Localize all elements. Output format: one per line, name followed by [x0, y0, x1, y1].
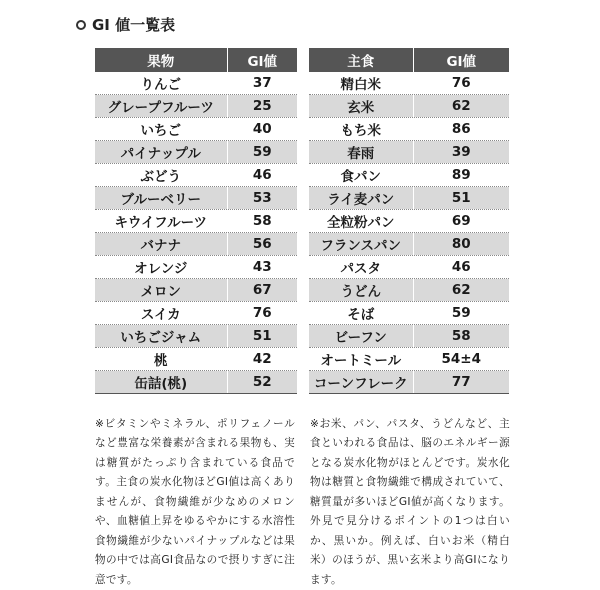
table-row	[95, 72, 297, 95]
table-row	[95, 325, 297, 348]
table-row	[95, 233, 297, 256]
table-row	[95, 256, 297, 279]
column-header: GI値	[413, 48, 509, 72]
table-row	[95, 141, 297, 164]
gi-value-cell: 43	[227, 256, 297, 279]
fruit-gi-table	[95, 48, 297, 394]
gi-value-cell: 80	[413, 233, 509, 256]
gi-value-cell: 89	[413, 164, 509, 187]
food-name-cell: フランスパン	[309, 233, 413, 256]
food-name-cell: 精白米	[309, 72, 413, 95]
table-row	[309, 302, 509, 325]
gi-value-cell: 77	[413, 371, 509, 394]
gi-value-cell: 67	[227, 279, 297, 302]
food-name-cell: ブルーベリー	[95, 187, 227, 210]
gi-value-cell: 86	[413, 118, 509, 141]
food-name-cell: 春雨	[309, 141, 413, 164]
food-name-cell: 缶詰(桃)	[95, 371, 227, 394]
table-header-row	[309, 48, 509, 72]
gi-value-cell: 62	[413, 95, 509, 118]
gi-value-cell: 69	[413, 210, 509, 233]
table-row	[95, 371, 297, 394]
gi-value-cell: 53	[227, 187, 297, 210]
food-name-cell: キウイフルーツ	[95, 210, 227, 233]
table-row	[95, 118, 297, 141]
food-name-cell: ビーフン	[309, 325, 413, 348]
food-name-cell: ぶどう	[95, 164, 227, 187]
table-row	[309, 72, 509, 95]
column-header: GI値	[227, 48, 297, 72]
food-name-cell: 桃	[95, 348, 227, 371]
food-name-cell: メロン	[95, 279, 227, 302]
food-name-cell: りんご	[95, 72, 227, 95]
gi-value-cell: 25	[227, 95, 297, 118]
food-name-cell: そば	[309, 302, 413, 325]
food-name-cell: いちご	[95, 118, 227, 141]
food-name-cell: グレープフルーツ	[95, 95, 227, 118]
gi-value-cell: 51	[413, 187, 509, 210]
table-row	[309, 164, 509, 187]
table-row	[309, 325, 509, 348]
staple-note: ※お米、パン、パスタ、うどんなど、主食といわれる食品は、脳のエネルギー源となる炭水化物がほとんどです。炭水化物は糖質と食物繊維で構成されていて、糖質量が多いほどGI値が高くなります。外見で見分けるポイントの1つは白いか、黒いか。例えば、白いお米（精白米）のほうが、黒い玄米より高GIになります。	[310, 417, 510, 586]
food-name-cell: もち米	[309, 118, 413, 141]
food-name-cell: 全粒粉パン	[309, 210, 413, 233]
table-row	[95, 164, 297, 187]
gi-value-cell: 76	[413, 72, 509, 95]
food-name-cell: 食パン	[309, 164, 413, 187]
table-row	[309, 233, 509, 256]
gi-value-cell: 46	[413, 256, 509, 279]
gi-value-cell: 76	[227, 302, 297, 325]
column-header: 主食	[309, 48, 413, 72]
table-row	[95, 302, 297, 325]
gi-value-cell: 62	[413, 279, 509, 302]
food-name-cell: コーンフレーク	[309, 371, 413, 394]
food-name-cell: うどん	[309, 279, 413, 302]
gi-value-cell: 54±4	[413, 348, 509, 371]
table-row	[309, 371, 509, 394]
fruit-note: ※ビタミンやミネラル、ポリフェノールなど豊富な栄養素が含まれる果物も、実は糖質がたっぷり含まれている食品です。主食の炭水化物ほどGI値は高くありませんが、食物繊維が少なめのメロンや、血糖値上昇をゆるやかにする水溶性食物繊維が少ないパイナップルなどは果物の中では高GI食品なので摂りすぎに注意です。	[95, 417, 295, 586]
gi-value-cell: 52	[227, 371, 297, 394]
gi-value-cell: 46	[227, 164, 297, 187]
staple-gi-table	[309, 48, 509, 394]
table-row	[309, 279, 509, 302]
gi-value-cell: 59	[227, 141, 297, 164]
gi-value-cell: 40	[227, 118, 297, 141]
food-name-cell: 玄米	[309, 95, 413, 118]
food-name-cell: パスタ	[309, 256, 413, 279]
gi-value-cell: 56	[227, 233, 297, 256]
gi-value-cell: 39	[413, 141, 509, 164]
gi-value-cell: 59	[413, 302, 509, 325]
food-name-cell: いちごジャム	[95, 325, 227, 348]
table-row	[309, 141, 509, 164]
table-row	[95, 95, 297, 118]
table-row	[309, 118, 509, 141]
table-row	[309, 95, 509, 118]
food-name-cell: スイカ	[95, 302, 227, 325]
column-header: 果物	[95, 48, 227, 72]
table-row	[309, 348, 509, 371]
food-name-cell: パイナップル	[95, 141, 227, 164]
table-row	[95, 187, 297, 210]
food-name-cell: ライ麦パン	[309, 187, 413, 210]
table-row	[95, 348, 297, 371]
circle-bullet-icon	[76, 20, 86, 30]
table-row	[95, 279, 297, 302]
gi-value-cell: 37	[227, 72, 297, 95]
table-row	[309, 210, 509, 233]
food-name-cell: オレンジ	[95, 256, 227, 279]
gi-value-cell: 58	[413, 325, 509, 348]
gi-value-cell: 51	[227, 325, 297, 348]
section-heading	[76, 14, 175, 35]
table-row	[309, 187, 509, 210]
table-row	[95, 210, 297, 233]
heading-text: GI 値一覧表	[92, 16, 176, 34]
table-header-row	[95, 48, 297, 72]
table-row	[309, 256, 509, 279]
gi-value-cell: 58	[227, 210, 297, 233]
food-name-cell: バナナ	[95, 233, 227, 256]
food-name-cell: オートミール	[309, 348, 413, 371]
gi-value-cell: 42	[227, 348, 297, 371]
